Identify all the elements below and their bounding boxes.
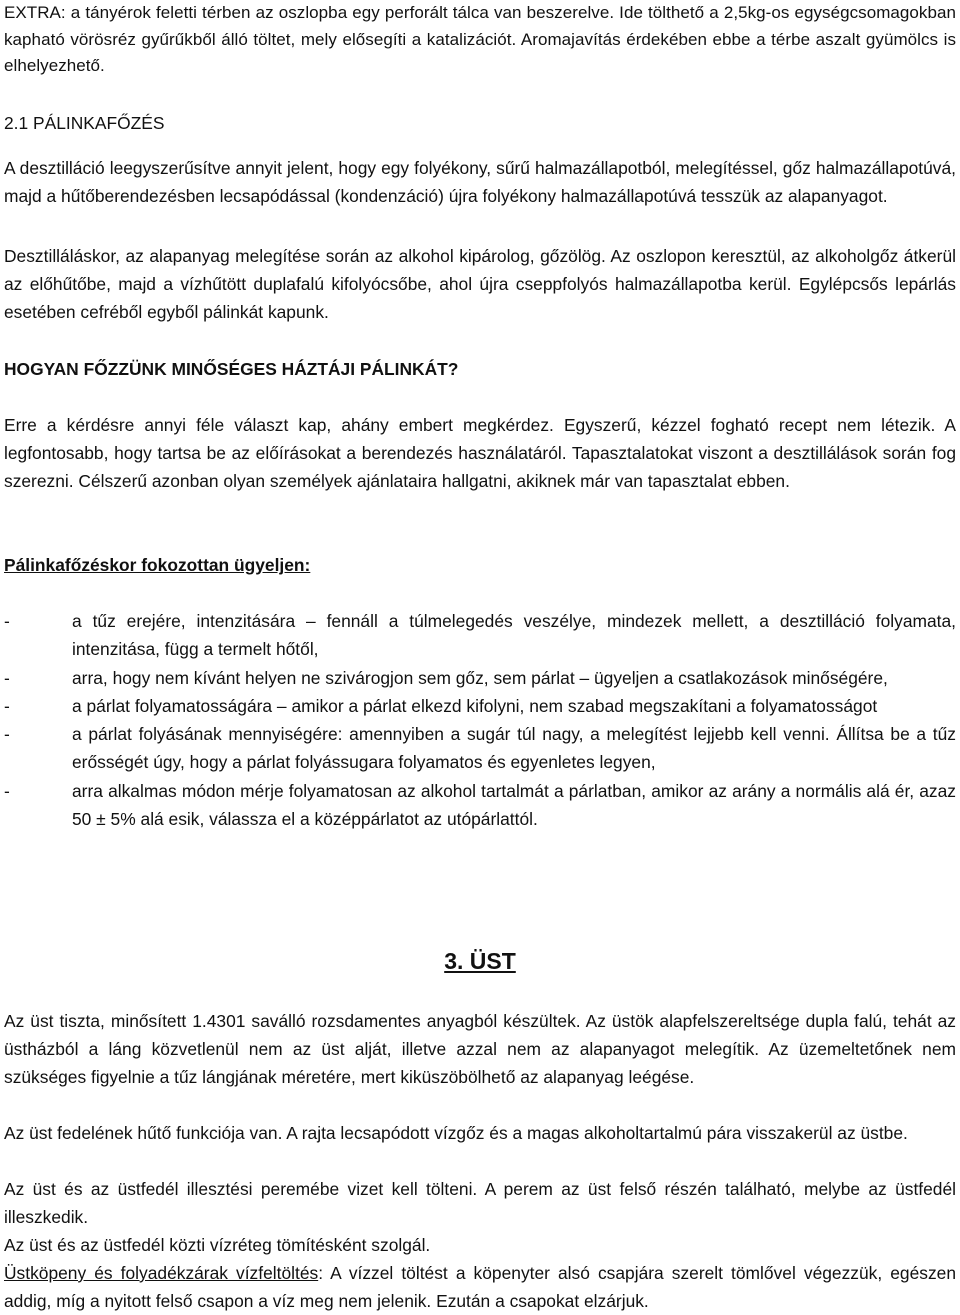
section-3-paragraph-5 [4,1259,956,1315]
section-3-paragraph-3: Az üst és az üstfedél illesztési peremébe vizet kell tölteni. A perem az üst felső részén található, melybe az üstfedél illeszkedik. [4,1179,956,1227]
section-3-paragraph-2: Az üst fedelének hűtő funkciója van. A rajta lecsapódott vízgőz és a magas alkoholtartalmú pára visszakerül az üstbe. [4,1123,908,1143]
intro-paragraph: EXTRA: a tányérok feletti térben az oszlopba egy perforált tálca van beszerelve. Ide tölthető a 2,5kg-os egységcsomagokban kapható vörösréz gyűrűkből álló töltet, mely elősegíti a katalizációt. Aromajavítás érdekében ebbe a térbe aszalt gyümölcs is elhelyezhető. [4,3,956,75]
section-2-1-paragraph-1: A desztilláció leegyszerűsítve annyit jelent, hogy egy folyékony, sűrű halmazállapotból, melegítéssel, gőz halmazállapotúvá, majd a hűtőberendezésben lecsapódással (kondenzáció) újra folyékony halmazállapotúvá tesszük az alapanyagot. [4,158,956,206]
list-item-text: a párlat folyamatosságára – amikor a párlat elkezd kifolyni, nem szabad megszakítani a folyamatosságot [72,695,878,716]
water-fill-label: Üstköpeny és folyadékzárak vízfeltöltés [4,1263,319,1283]
list-dash: - [4,611,10,631]
section-3-paragraph-1: Az üst tiszta, minősített 1.4301 saválló rozsdamentes anyagból készültek. Az üstök alapfelszereltsége dupla falú, tehát az üstházból a láng közvetlenül nem az üst alját, illetve azzal nem az alapanyagot melegítik. Az üzemeltetőnek nem szükséges figyelnie a tűz lángjának méretére, mert kiküszöbölhető az alapanyag leégése. [4,1011,956,1087]
list-item [4,607,956,664]
list-dash: - [4,724,10,745]
list-dash: - [4,667,10,688]
list-dash: - [4,695,10,716]
list-item [4,720,956,777]
section-2-1-paragraph-2: Desztilláláskor, az alapanyag melegítése során az alkohol kipárolog, gőzölög. Az oszlopon keresztül, az alkoholgőz átkerül az előhűtőbe, majd a vízhűtött duplafalú kifolyócsőbe, ahol újra cseppfolyós halmazállapotba kerül. Egylépcsős lepárlás esetében cefréből egyből pálinkát kapunk. [4,246,956,322]
list-item-text: arra alkalmas módon mérje folyamatosan az alkohol tartalmát a párlatban, amikor az arány a normális alá ér, azaz 50 ± 5% alá esik, válassza el a középpárlatot az utópárlattól. [72,780,956,830]
list-item-text: a párlat folyásának mennyiségére: amennyiben a sugár túl nagy, a melegítést lejjebb kell venni. Állítsa be a tűz erősségét úgy, hogy a párlat folyássugara folyamatos és egyenletes legyen, [72,724,956,773]
section-2-1-heading: 2.1 PÁLINKAFŐZÉS [4,113,165,133]
attention-list [4,607,956,833]
list-item [4,664,956,692]
list-item [4,777,956,834]
attention-heading: Pálinkafőzéskor fokozottan ügyeljen: [4,555,311,575]
quality-heading: HOGYAN FŐZZÜNK MINŐSÉGES HÁZTÁJI PÁLINKÁT? [4,359,459,379]
water-fill-text: : A vízzel töltést a köpenyter alsó csapjára szerelt tömlővel végezzük, egészen addig, míg a nyitott felső csapon a víz meg nem jelenik. Ezután a csapokat elzárjuk. [4,1263,956,1311]
section-3-heading: 3. ÜST [444,948,516,974]
list-item-text: arra, hogy nem kívánt helyen ne szivárogjon sem gőz, sem párlat – ügyeljen a csatlakozások minőségére, [72,667,888,688]
section-3-paragraph-4: Az üst és az üstfedél közti vízréteg tömítésként szolgál. [4,1235,431,1255]
quality-paragraph: Erre a kérdésre annyi féle választ kap, ahány embert megkérdez. Egyszerű, kézzel fogható recept nem létezik. A legfontosabb, hogy tartsa be az előírásokat a berendezés használatáról. Tapasztalatokat viszont a desztillálások során fog szerezni. Célszerű azonban olyan személyek ajánlataira hallgatni, akiknek már van tapasztalat ebben. [4,415,956,491]
list-item [4,692,956,720]
list-item-text: a tűz erejére, intenzitására – fennáll a túlmelegedés veszélye, mindezek mellett, a desztilláció folyamata, intenzitása, függ a termelt hőtől, [72,611,956,660]
list-dash: - [4,780,10,801]
